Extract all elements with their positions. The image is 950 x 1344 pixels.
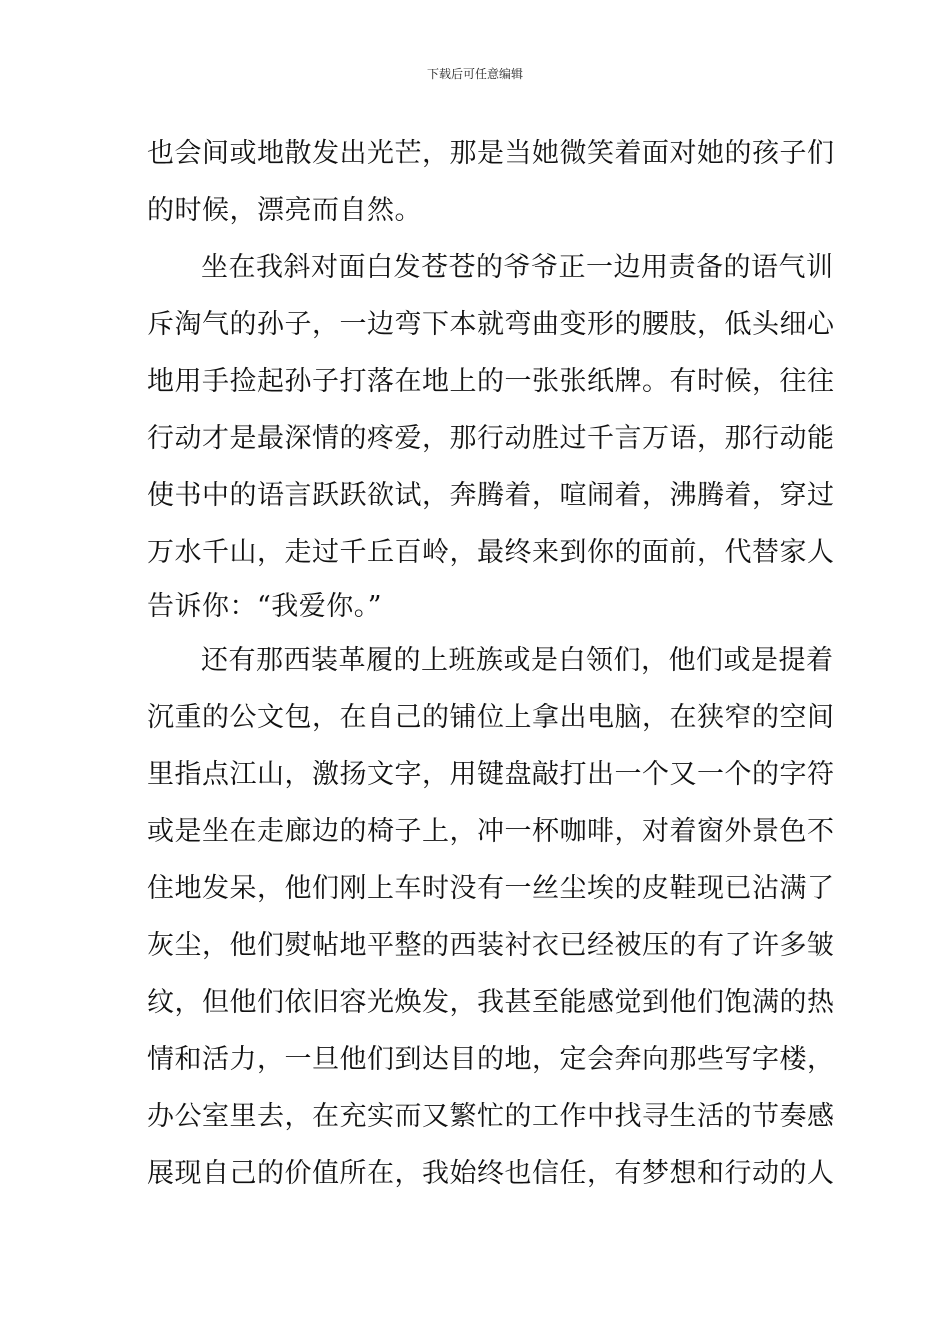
text-line: 告诉你：“我爱你。” bbox=[147, 591, 383, 622]
text-line: 地用手捡起孙子打落在地上的一张张纸牌。有时候，往往 bbox=[147, 366, 835, 397]
text-line: 情和活力，一旦他们到达目的地，定会奔向那些写字楼， bbox=[147, 1044, 835, 1075]
paragraph-start-line: 坐在我斜对面白发苍苍的爷爷正一边用责备的语气训 bbox=[201, 252, 834, 283]
text-line: 纹，但他们依旧容光焕发，我甚至能感觉到他们饱满的热 bbox=[147, 987, 835, 1018]
text-line: 里指点江山，激扬文字，用键盘敲打出一个又一个的字符 bbox=[147, 759, 835, 790]
text-line: 也会间或地散发出光芒，那是当她微笑着面对她的孩子们 bbox=[147, 138, 835, 169]
text-line: 万水千山，走过千丘百岭，最终来到你的面前，代替家人 bbox=[147, 537, 835, 568]
text-line: 办公室里去，在充实而又繁忙的工作中找寻生活的节奏感 bbox=[147, 1101, 835, 1132]
document-body bbox=[147, 125, 835, 1202]
text-line: 行动才是最深情的疼爱，那行动胜过千言万语，那行动能 bbox=[147, 423, 835, 454]
text-line: 斥淘气的孙子，一边弯下本就弯曲变形的腰肢，低头细心 bbox=[147, 309, 835, 340]
text-line: 的时候，漂亮而自然。 bbox=[147, 195, 422, 226]
text-line: 或是坐在走廊边的椅子上，冲一杯咖啡，对着窗外景色不 bbox=[147, 816, 835, 847]
text-line: 灰尘，他们熨帖地平整的西装衬衣已经被压的有了许多皱 bbox=[147, 930, 835, 961]
text-line: 使书中的语言跃跃欲试，奔腾着，喧闹着，沸腾着，穿过 bbox=[147, 480, 835, 511]
text-line: 展现自己的价值所在，我始终也信任，有梦想和行动的人 bbox=[147, 1158, 835, 1189]
paragraph-start-line: 还有那西装革履的上班族或是白领们，他们或是提着 bbox=[201, 645, 834, 676]
page-header: 下载后可任意编辑 bbox=[426, 67, 523, 81]
text-line: 住地发呆，他们刚上车时没有一丝尘埃的皮鞋现已沾满了 bbox=[147, 873, 835, 904]
text-line: 沉重的公文包，在自己的铺位上拿出电脑，在狭窄的空间 bbox=[147, 702, 835, 733]
